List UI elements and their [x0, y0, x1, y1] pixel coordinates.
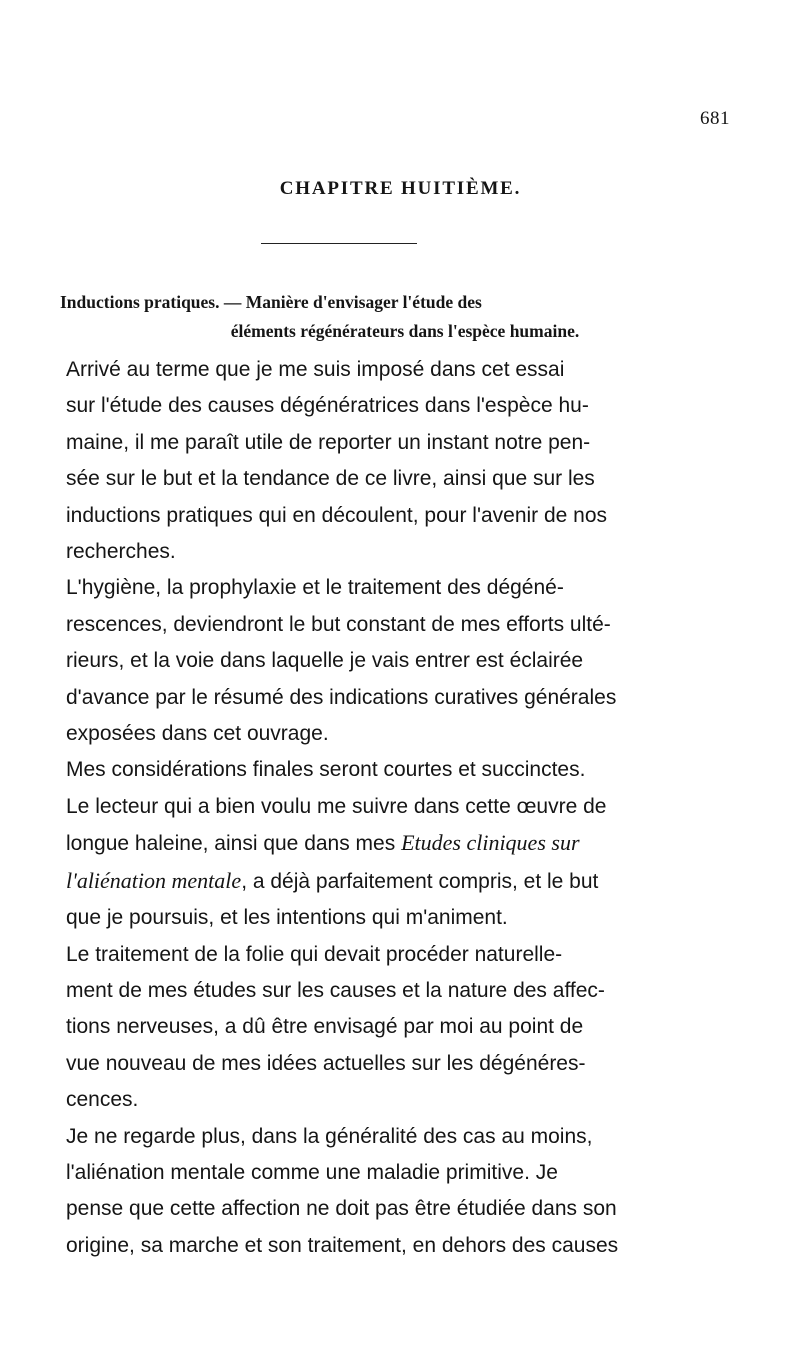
text-line: L'hygiène, la prophylaxie et le traitement des dégéné- — [66, 576, 564, 600]
text-line-with-italic — [66, 825, 740, 862]
text-line: Mes considérations finales seront courtes et succinctes. — [66, 758, 586, 782]
text-line: sée sur le but et la tendance de ce livre, ainsi que sur les — [66, 467, 595, 491]
text-segment: longue haleine, ainsi que dans mes — [66, 832, 402, 856]
text-line: d'avance par le résumé des indications curatives générales — [66, 685, 617, 709]
subtitle-line-2: éléments régénérateurs dans l'espèce humaine. — [230, 321, 580, 341]
title-divider — [261, 243, 417, 244]
text-line: origine, sa marche et son traitement, en dehors des causes — [66, 1233, 619, 1257]
text-line: ment de mes études sur les causes et la nature des affec- — [66, 978, 605, 1002]
italic-title-segment: Etudes cliniques sur — [401, 830, 580, 856]
italic-title-segment: l'aliénation mentale — [66, 867, 242, 893]
body-text — [66, 352, 740, 1264]
text-line: que je poursuis, et les intentions qui m'animent. — [66, 906, 508, 930]
text-line: Le traitement de la folie qui devait procéder naturelle- — [66, 942, 563, 966]
page-number: 681 — [700, 108, 730, 129]
text-line: tions nerveuses, a dû être envisagé par moi au point de — [66, 1015, 584, 1039]
text-line: inductions pratiques qui en découlent, pour l'avenir de nos — [66, 503, 608, 527]
subtitle-line-1: Inductions pratiques. — Manière d'envisager l'étude des — [60, 292, 482, 312]
text-line: cences. — [66, 1088, 139, 1112]
text-line: sur l'étude des causes dégénératrices dans l'espèce hu- — [66, 394, 589, 418]
text-line: Arrivé au terme que je me suis imposé dans cet essai — [66, 358, 565, 381]
text-line: rescences, deviendront le but constant de mes efforts ulté- — [66, 612, 611, 636]
text-line: recherches. — [66, 540, 176, 564]
chapter-title: CHAPITRE HUITIÈME. — [279, 178, 522, 199]
text-line: Je ne regarde plus, dans la généralité des cas au moins, — [66, 1124, 593, 1148]
text-line: pense que cette affection ne doit pas être étudiée dans son — [66, 1197, 617, 1221]
text-line: Le lecteur qui a bien voulu me suivre dans cette œuvre de — [66, 794, 607, 818]
text-line: rieurs, et la voie dans laquelle je vais entrer est éclairée — [66, 649, 584, 673]
text-line: maine, il me paraît utile de reporter un instant notre pen- — [66, 430, 591, 454]
text-line: l'aliénation mentale comme une maladie primitive. Je — [66, 1160, 558, 1184]
text-line-with-italic — [66, 863, 740, 900]
text-line: exposées dans cet ouvrage. — [66, 722, 329, 746]
chapter-subtitle — [60, 288, 750, 346]
text-line: vue nouveau de mes idées actuelles sur les dégénéres- — [66, 1051, 586, 1075]
text-segment: , a déjà parfaitement compris, et le but — [241, 869, 599, 893]
